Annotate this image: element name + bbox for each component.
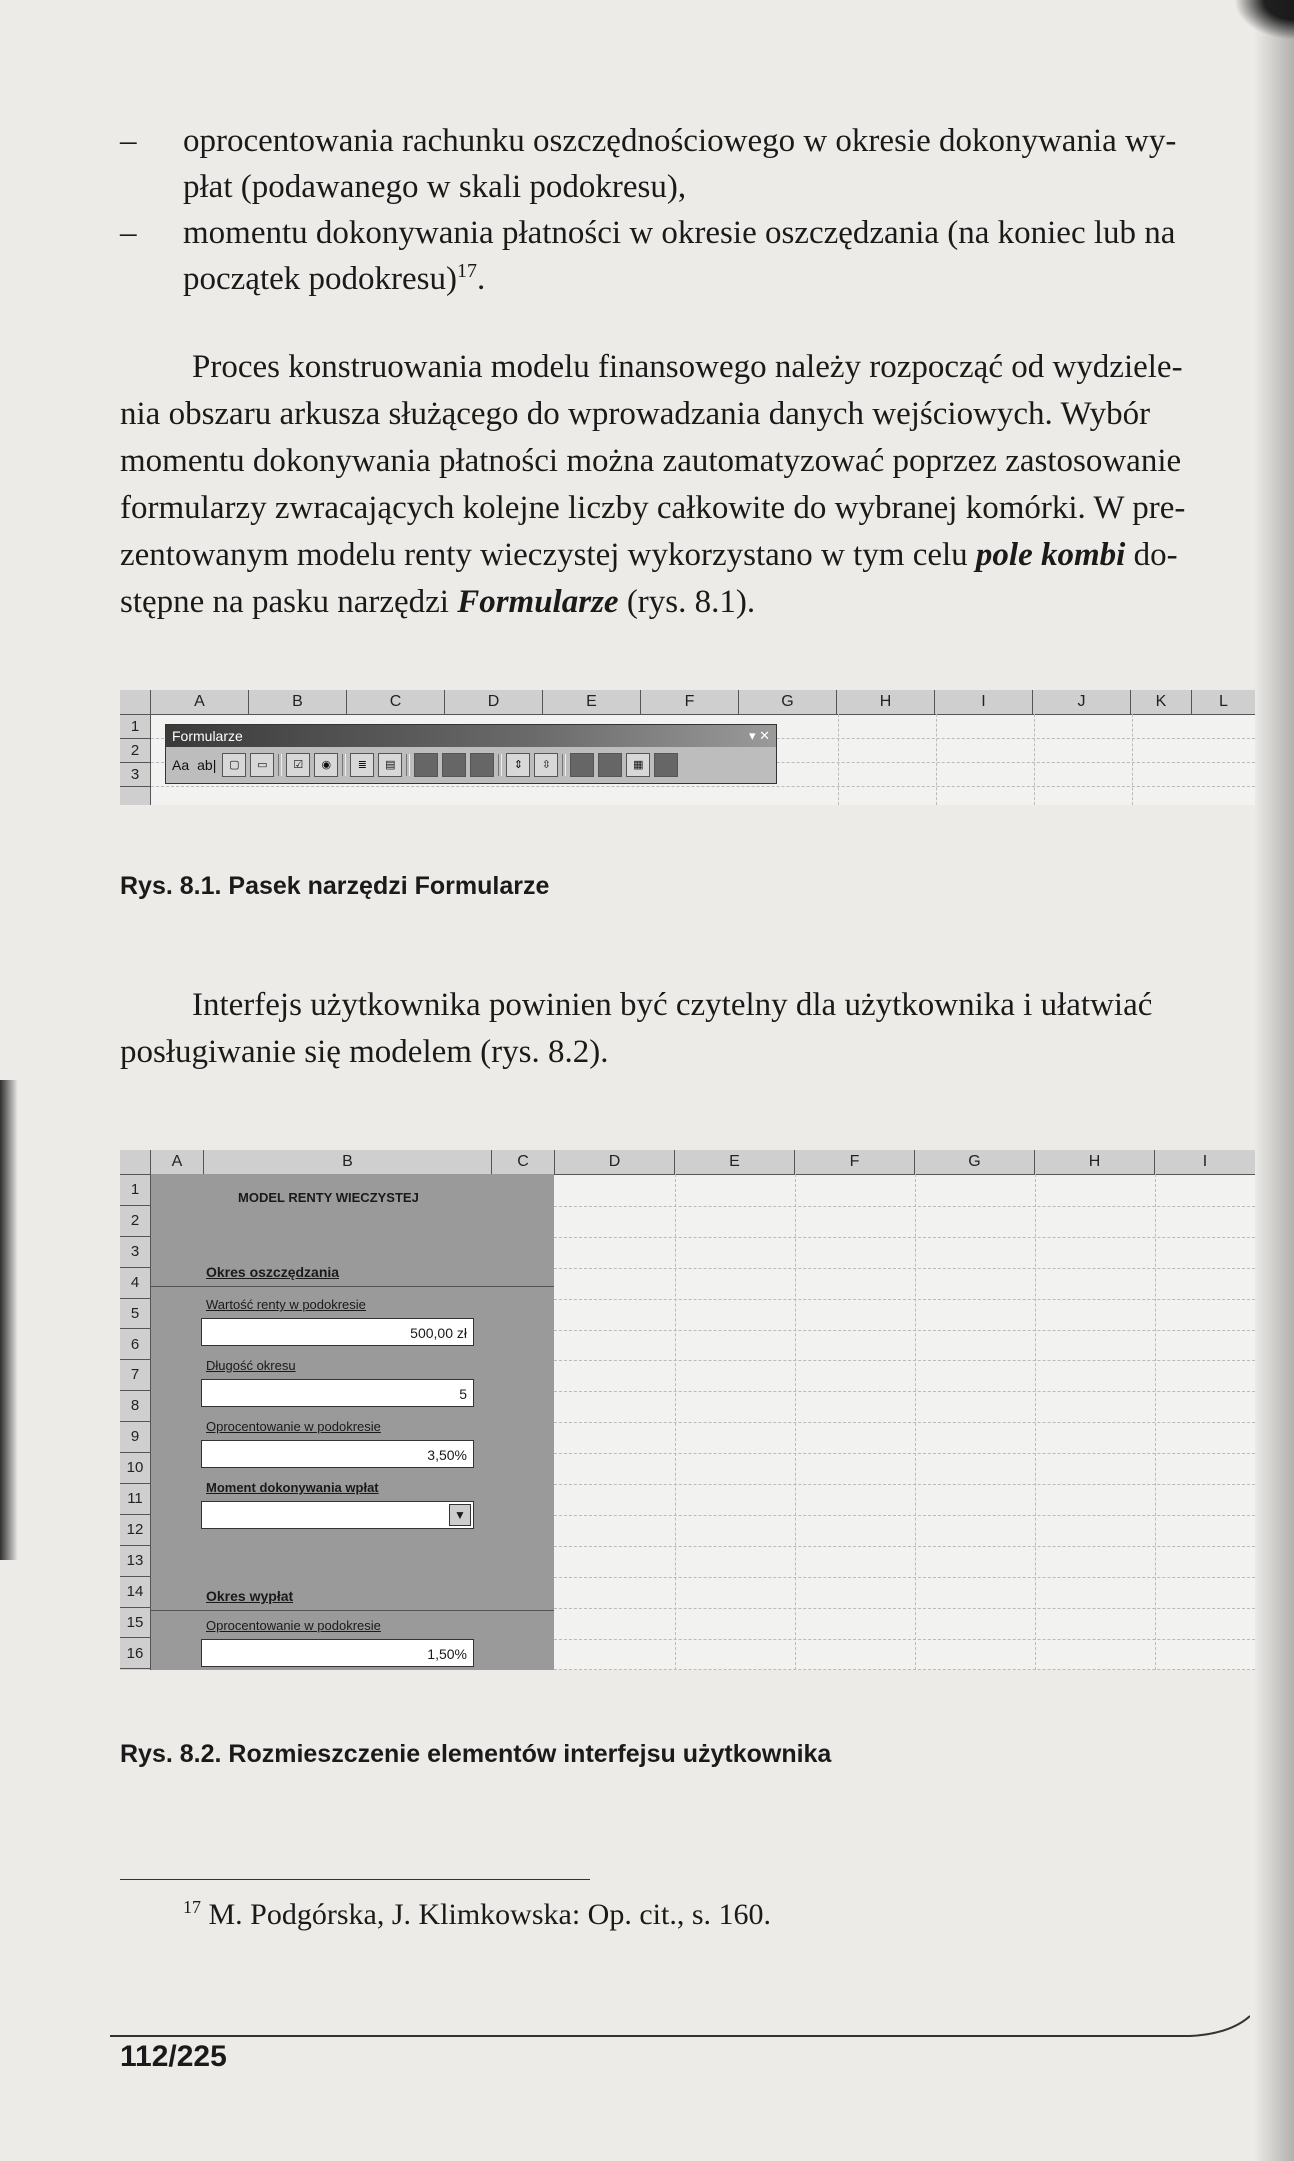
corner-cell[interactable] bbox=[120, 690, 151, 714]
grid-line bbox=[1034, 714, 1035, 805]
footnote-separator bbox=[120, 1879, 590, 1880]
column-header[interactable]: I bbox=[1202, 1153, 1208, 1170]
column-header[interactable]: D bbox=[445, 690, 543, 714]
toolbar-icon-row bbox=[166, 747, 776, 783]
grid-line bbox=[554, 1669, 1255, 1670]
column-header[interactable]: F bbox=[641, 690, 739, 714]
section-payout-period: Okres wypłat bbox=[206, 1588, 294, 1604]
rent-value-label: Wartość renty w podokresie bbox=[206, 1297, 366, 1312]
column-header[interactable]: E bbox=[675, 1150, 795, 1174]
row-header[interactable]: 4 bbox=[120, 1268, 150, 1299]
grid-line bbox=[1132, 714, 1133, 805]
scrollbar-tool-icon[interactable] bbox=[470, 753, 494, 777]
column-header[interactable]: A bbox=[151, 690, 249, 714]
combo-dropdown-edit-tool-icon[interactable] bbox=[442, 753, 466, 777]
grid-line bbox=[915, 1174, 916, 1670]
grid-line bbox=[554, 1268, 1255, 1269]
row-header[interactable]: 14 bbox=[120, 1577, 150, 1608]
grid-line bbox=[554, 1360, 1255, 1361]
bullet-line: płat (podawanego w skali podokresu), bbox=[183, 169, 687, 205]
spinner-tool-icon[interactable]: ⇕ bbox=[506, 753, 530, 777]
bullet-item bbox=[120, 210, 1280, 302]
row-header[interactable]: 2 bbox=[120, 1206, 150, 1237]
row-header[interactable]: 3 bbox=[120, 763, 150, 787]
forms-toolbar[interactable] bbox=[165, 724, 777, 784]
figure-caption: Rys. 8.2. Rozmieszczenie elementów interfejsu użytkownika bbox=[120, 1740, 832, 1768]
control-properties-tool-icon[interactable] bbox=[570, 753, 594, 777]
column-header[interactable]: J bbox=[1033, 690, 1131, 714]
footnote bbox=[183, 1898, 771, 1932]
combo-list-edit-tool-icon[interactable] bbox=[414, 753, 438, 777]
toolbar-title: Formularze bbox=[172, 728, 243, 744]
interest-rate-label: Oprocentowanie w podokresie bbox=[206, 1419, 381, 1434]
row-header[interactable]: 5 bbox=[120, 1299, 150, 1330]
grid-line bbox=[795, 1174, 796, 1670]
bullet-list bbox=[120, 118, 1280, 302]
paragraph-line: formularzy zwracających kolejne liczby całkowite do wybranej komórki. W pre- bbox=[120, 490, 1186, 526]
grid-line bbox=[554, 1237, 1255, 1238]
paragraph-text: do- bbox=[1133, 537, 1178, 573]
bullet-line-tail: . bbox=[476, 261, 486, 297]
row-header[interactable]: 9 bbox=[120, 1422, 150, 1453]
grid-line bbox=[554, 1546, 1255, 1547]
model-title: MODEL RENTY WIECZYSTEJ bbox=[238, 1190, 419, 1205]
column-header-row bbox=[120, 690, 1255, 715]
page-number: 112/225 bbox=[120, 2040, 227, 2073]
bullet-line-text: początek podokresu) bbox=[183, 261, 457, 297]
grid-line bbox=[554, 1330, 1255, 1331]
grid-line bbox=[554, 1577, 1255, 1578]
row-header[interactable]: 15 bbox=[120, 1608, 150, 1639]
section-divider bbox=[151, 1286, 554, 1287]
grid-line bbox=[554, 1391, 1255, 1392]
edit-code-tool-icon[interactable] bbox=[598, 753, 622, 777]
row-header[interactable]: 8 bbox=[120, 1391, 150, 1422]
column-header[interactable]: I bbox=[935, 690, 1033, 714]
section-divider bbox=[151, 1610, 554, 1611]
toolbar-title-bar[interactable] bbox=[166, 725, 776, 747]
paragraph-line: posługiwanie się modelem (rys. 8.2). bbox=[120, 1034, 609, 1070]
paragraph-text: (rys. 8.1). bbox=[626, 584, 756, 620]
grid-line bbox=[838, 714, 839, 805]
paragraph-line bbox=[120, 579, 1280, 626]
footnote-ref[interactable]: 17 bbox=[456, 260, 477, 282]
bullet-dash: – bbox=[120, 215, 137, 251]
row-header-column bbox=[120, 715, 151, 805]
figure-user-interface bbox=[120, 1150, 1255, 1670]
figure-forms-toolbar bbox=[120, 690, 1255, 805]
column-header[interactable]: B bbox=[249, 690, 347, 714]
interest-rate-field[interactable]: 3,50% bbox=[201, 1440, 474, 1468]
input-panel bbox=[151, 1174, 554, 1670]
grid-line bbox=[554, 1608, 1255, 1609]
paragraph-line: momentu dokonywania płatności można zautomatyzować poprzez zastosowanie bbox=[120, 443, 1182, 479]
row-header[interactable]: 10 bbox=[120, 1453, 150, 1484]
payment-moment-combo[interactable] bbox=[201, 1501, 474, 1529]
row-header[interactable]: 1 bbox=[120, 715, 150, 739]
column-header[interactable]: L bbox=[1219, 693, 1228, 710]
figure-caption: Rys. 8.1. Pasek narzędzi Formularze bbox=[120, 872, 550, 900]
grid-line bbox=[554, 1299, 1255, 1300]
binding-shadow bbox=[0, 1080, 18, 1560]
column-header[interactable]: H bbox=[837, 690, 935, 714]
paragraph-line: Interfejs użytkownika powinien być czytelny dla użytkownika i ułatwiać bbox=[192, 987, 1153, 1023]
toolbar-separator bbox=[278, 754, 282, 776]
row-header[interactable]: 16 bbox=[120, 1639, 150, 1670]
bullet-dash: – bbox=[120, 123, 137, 159]
list-box-tool-icon[interactable]: ≣ bbox=[350, 753, 374, 777]
bullet-item bbox=[120, 118, 1280, 210]
chevron-down-icon[interactable]: ▼ bbox=[449, 1504, 471, 1526]
corner-cell[interactable] bbox=[120, 1150, 151, 1174]
row-header[interactable]: 12 bbox=[120, 1515, 150, 1546]
row-header[interactable]: 6 bbox=[120, 1330, 150, 1361]
period-length-field[interactable]: 5 bbox=[201, 1379, 474, 1407]
toolbar-window-controls[interactable]: ▾ ✕ bbox=[748, 728, 770, 743]
emphasis-formularze: Formularze bbox=[457, 584, 619, 620]
row-header[interactable]: 7 bbox=[120, 1360, 150, 1391]
run-dialog-tool-icon[interactable] bbox=[654, 753, 678, 777]
grid-line bbox=[554, 1453, 1255, 1454]
column-header[interactable]: G bbox=[915, 1150, 1035, 1174]
toolbar-separator bbox=[406, 754, 410, 776]
bullet-line bbox=[183, 256, 1280, 302]
grid-line bbox=[675, 1174, 676, 1670]
page-edge-shadow bbox=[1254, 0, 1294, 2161]
grid-line bbox=[554, 1515, 1255, 1516]
footnote-text: M. Podgórska, J. Klimkowska: Op. cit., s. 160. bbox=[208, 1898, 771, 1931]
column-header[interactable]: G bbox=[739, 690, 837, 714]
button-tool-icon[interactable]: ▭ bbox=[250, 753, 274, 777]
grid-line bbox=[1035, 1174, 1036, 1670]
paragraph-line: nia obszaru arkusza służącego do wprowadzania danych wejściowych. Wybór bbox=[120, 396, 1151, 432]
paragraph-text: stępne na pasku narzędzi bbox=[120, 584, 449, 620]
column-header[interactable]: K bbox=[1131, 690, 1192, 714]
column-header[interactable]: D bbox=[555, 1150, 675, 1174]
payout-rate-label: Oprocentowanie w podokresie bbox=[206, 1618, 381, 1633]
rent-value-field[interactable]: 500,00 zł bbox=[201, 1318, 474, 1346]
editbox-tool-icon[interactable]: ab| bbox=[197, 757, 217, 773]
grid-line bbox=[554, 1422, 1255, 1423]
section-savings-period: Okres oszczędzania bbox=[206, 1264, 340, 1280]
grid-line bbox=[1155, 1174, 1156, 1670]
payout-rate-field[interactable]: 1,50% bbox=[201, 1639, 474, 1667]
row-header[interactable]: 11 bbox=[120, 1484, 150, 1515]
column-header[interactable]: H bbox=[1035, 1150, 1155, 1174]
paragraph-line bbox=[120, 532, 1280, 579]
row-header[interactable]: 3 bbox=[120, 1237, 150, 1268]
option-button-tool-icon[interactable]: ◉ bbox=[314, 753, 338, 777]
paragraph-1 bbox=[120, 344, 1280, 626]
grid-line bbox=[936, 714, 937, 805]
grid-line bbox=[554, 1206, 1255, 1207]
column-header-row bbox=[120, 1150, 1255, 1175]
grid-line bbox=[554, 1639, 1255, 1640]
page-bottom-rule bbox=[110, 2012, 1250, 2042]
paragraph-text: zentowanym modelu renty wieczystej wykorzystano w tym celu bbox=[120, 537, 968, 573]
column-header[interactable]: C bbox=[347, 690, 445, 714]
column-header[interactable]: F bbox=[795, 1150, 915, 1174]
grid-line bbox=[554, 1484, 1255, 1485]
paragraph-2 bbox=[120, 982, 1280, 1076]
label-tool-icon[interactable]: Aa bbox=[172, 757, 190, 773]
checkbox-tool-icon[interactable]: ☑ bbox=[286, 753, 310, 777]
toggle-grid-tool-icon[interactable]: ▦ bbox=[626, 753, 650, 777]
row-header[interactable]: 13 bbox=[120, 1546, 150, 1577]
period-length-label: Długość okresu bbox=[206, 1358, 296, 1373]
column-header[interactable]: A bbox=[151, 1150, 204, 1174]
toolbar-separator bbox=[498, 754, 502, 776]
paragraph-line: Proces konstruowania modelu finansowego należy rozpocząć od wydziele- bbox=[192, 349, 1183, 385]
row-header-column bbox=[120, 1175, 151, 1670]
grid-line bbox=[151, 786, 1255, 787]
bullet-line: oprocentowania rachunku oszczędnościowego w okresie dokonywania wy- bbox=[183, 123, 1177, 159]
scroll-bar-tool-icon[interactable]: ⇳ bbox=[534, 753, 558, 777]
column-header[interactable]: C bbox=[492, 1150, 555, 1174]
combo-box-tool-icon[interactable]: ▤ bbox=[378, 753, 402, 777]
row-header[interactable]: 2 bbox=[120, 739, 150, 763]
payment-moment-label: Moment dokonywania wpłat bbox=[206, 1480, 379, 1495]
column-header[interactable]: E bbox=[543, 690, 641, 714]
bullet-line: momentu dokonywania płatności w okresie oszczędzania (na koniec lub na bbox=[183, 215, 1176, 251]
toolbar-separator bbox=[562, 754, 566, 776]
emphasis-pole-kombi: pole kombi bbox=[975, 537, 1126, 573]
footnote-number: 17 bbox=[183, 1897, 201, 1917]
groupbox-tool-icon[interactable]: ▢ bbox=[222, 753, 246, 777]
row-header[interactable]: 1 bbox=[120, 1175, 150, 1206]
toolbar-separator bbox=[342, 754, 346, 776]
column-header[interactable]: B bbox=[204, 1150, 492, 1174]
